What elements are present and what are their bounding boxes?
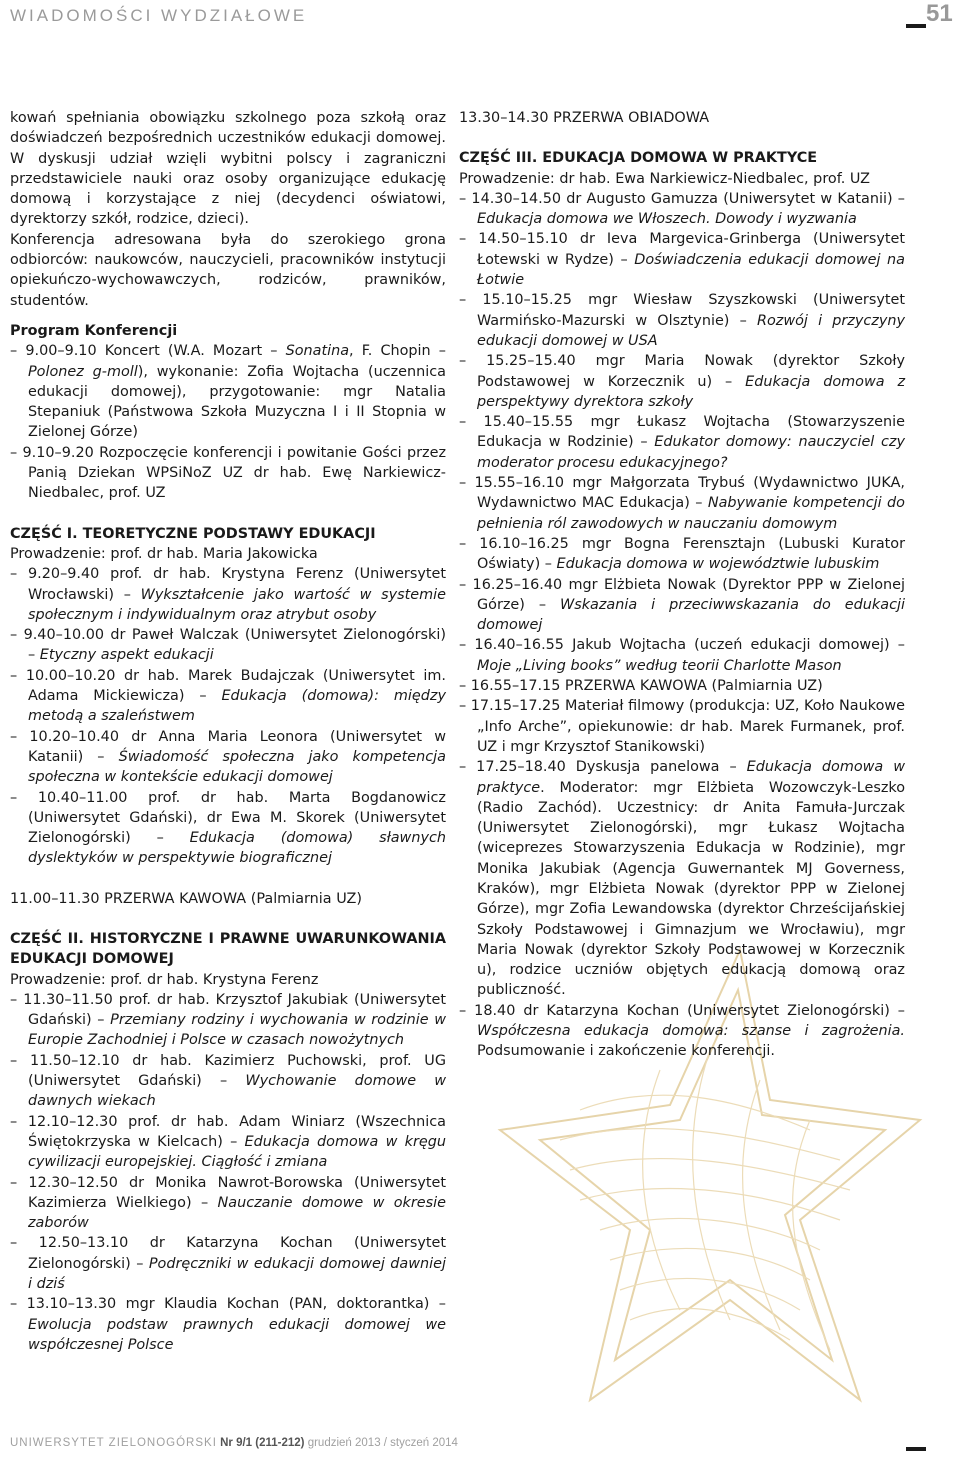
list-item: – 15.55–16.10 mgr Małgorzata Trybuś (Wydawnictwo JUKA, Wydawnictwo MAC Edukacja) – Nabywanie kompetencji do pełnienia ról zawodowych w nauczaniu domowym bbox=[459, 475, 905, 532]
list-item: – 15.10–15.25 mgr Wiesław Szyszkowski (Uniwersytet Warmińsko-Mazurski w Olsztynie) – Rozwój i przyczyny edukacji domowej w USA bbox=[459, 292, 905, 349]
section-1-heading: CZĘŚĆ I. TEORETYCZNE PODSTAWY EDUKACJI bbox=[10, 525, 376, 542]
list-item: – 14.30–14.50 dr Augusto Gamuzza (Uniwersytet w Katanii) – Edukacja domowa we Włoszech. Dowody i wyzwania bbox=[459, 190, 905, 228]
footer-issue: Nr 9/1 (211-212) bbox=[220, 1437, 305, 1449]
page-number: 51 bbox=[926, 0, 953, 27]
list-item: – 11.30–11.50 prof. dr hab. Krzysztof Jakubiak (Uniwersytet Gdański) – Przemiany rodziny i wychowania w rodzinie w Europie Zachodniej i Polsce w czasach nowożytnych bbox=[10, 991, 447, 1049]
list-item: – 17.15–17.25 Materiał filmowy (produkcja: UZ, Koło Naukowe „Info Arche”, opiekunowie: dr hab. Marek Furmanek, prof. UZ i mgr Krzysztof Stanikowski) bbox=[459, 698, 905, 755]
list-item: – 13.10–13.30 mgr Klaudia Kochan (PAN, doktorantka) – Ewolucja podstaw prawnych edukacji domowej we współczesnej Polsce bbox=[10, 1296, 446, 1353]
lunch-break: 13.30–14.30 PRZERWA OBIADOWA bbox=[459, 110, 710, 126]
list-item: – 12.50–13.10 dr Katarzyna Kochan (Uniwersytet Zielonogórski) – Podręczniki w edukacji domowej dawniej i dziś bbox=[10, 1235, 446, 1293]
list-item: – 10.00–10.20 dr hab. Marek Budajczak (Uniwersytet im. Adama Mickiewicza) – Edukacja (domowa): między metodą a szaleństwem bbox=[10, 667, 446, 725]
list-item: – 16.40–16.55 Jakub Wojtacha (uczeń edukacji domowej) – Moje „Living books” według teorii Charlotte Mason bbox=[459, 637, 905, 674]
program-item-opening: – 9.10–9.20 Rozpoczęcie konferencji i powitanie Gości przez Panią Dziekan WPSiNoZ UZ dr hab. Ewę Narkiewicz-Niedbalec, prof. UZ bbox=[10, 444, 446, 502]
list-item: – 10.20–10.40 dr Anna Maria Leonora (Uniwersytet w Katanii) – Świadomość społeczna jako kompetencja społeczna w kontekście edukacji domowej bbox=[10, 728, 447, 786]
list-item: – 18.40 dr Katarzyna Kochan (Uniwersytet Zielonogórski) – Współczesna edukacja domowa: szanse i zagrożenia. Podsumowanie i zakończenie konferencji. bbox=[459, 1002, 905, 1060]
section-1-chair: Prowadzenie: prof. dr hab. Maria Jakowicka bbox=[10, 545, 318, 562]
list-item: – 10.40–11.00 prof. dr hab. Marta Bogdanowicz (Uniwersytet Gdański), dr Ewa M. Skorek (Uniwersytet Zielonogórski) – Edukacja (domowa) sławnych dyslektyków w perspektywie biograficznej bbox=[10, 789, 446, 867]
left-column bbox=[10, 108, 446, 1355]
list-item: – 11.50–12.10 dr hab. Kazimierz Puchowski, prof. UG (Uniwersytet Gdański) – Wychowanie domowe w dawnych wiekach bbox=[10, 1052, 447, 1110]
intro-paragraph: kowań spełniania obowiązku szkolnego poza szkołą oraz doświadczeń bezpośrednich uczestników edukacji domowej. W dyskusji udział wzięli wybitni polscy i zagraniczni przedstawiciele nauki oraz osoby organizujące edukację domową i korzystające z niej (decydenci oświatowi, dyrektorzy szkół, rodzice, dzieci). bbox=[10, 110, 446, 228]
list-item: – 9.20–9.40 prof. dr hab. Krystyna Ferenz (Uniwersytet Wrocławski) – Wykształcenie jako wartość w systemie społecznym i indywidualnym oraz atrybut osoby bbox=[10, 566, 446, 623]
section-2-chair: Prowadzenie: prof. dr hab. Krystyna Ferenz bbox=[10, 971, 319, 988]
footer-rule bbox=[906, 1447, 926, 1451]
list-item: – 14.50–15.10 dr Ieva Margevica-Grinberga (Uniwersytet Łotewski w Rydze) – Doświadczenia edukacji domowej na Łotwie bbox=[459, 231, 905, 289]
program-item-concert: – 9.00–9.10 Koncert (W.A. Mozart – Sonatina, F. Chopin – Polonez g-moll), wykonanie: Zofia Wojtacha (uczennica edukacji domowej), przygotowanie: mgr Natalia Stepaniuk (Państwowa Szkoła Muzyczna I i II Stopnia w Zielonej Górze) bbox=[10, 343, 447, 441]
list-item: – 16.10–16.25 mgr Bogna Ferensztajn (Lubuski Kurator Oświaty) – Edukacja domowa w województwie lubuskim bbox=[459, 535, 905, 573]
section-3-chair: Prowadzenie: dr hab. Ewa Narkiewicz-Niedbalec, prof. UZ bbox=[459, 170, 871, 187]
list-item: – 15.40–15.55 mgr Łukasz Wojtacha (Stowarzyszenie Edukacja w Rodzinie) – Edukator domowy: nauczyciel czy moderator procesu edukacyjnego? bbox=[459, 414, 905, 471]
footer-date: grudzień 2013 / styczeń 2014 bbox=[307, 1437, 458, 1449]
coffee-break-1: 11.00–11.30 PRZERWA KAWOWA (Palmiarnia UZ) bbox=[10, 890, 362, 907]
list-item: – 12.30–12.50 dr Monika Nawrot-Borowska (Uniwersytet Kazimierza Wielkiego) – Nauczanie domowe w okresie zaborów bbox=[10, 1174, 446, 1232]
list-item: – 12.10–12.30 prof. dr hab. Adam Winiarz (Wszechnica Świętokrzyska w Kielcach) – Edukacja domowa w kręgu cywilizacji europejskiej. Ciągłość i zmiana bbox=[10, 1113, 446, 1171]
list-item: – 17.25–18.40 Dyskusja panelowa – Edukacja domowa w praktyce. Moderator: mgr Elżbieta Wozowczyk-Leszko (Radio Zachód). Uczestnicy: dr Anita Famuła-Jurczak (Uniwersytet Zielonogórski), mgr Łukasz Wojtacha (wiceprezes Stowarzyszenia Edukacja w Rodzinie), mgr Monika Jakubiak (Agencja Guwernantek MJ Governess, Kraków), mgr Elżbieta Nowak (dyrektor PPP w Zielonej Górze), mgr Zofia Lewandowska (dyrektor Chrześcijańskiej Szkoły Podstawowej i Gimnazjum we Wrocławiu), mgr Maria Nowak (dyrektor Szkoły Podstawowej w Korzecznik u), rodzice uczniów objętych edukacją domową oraz publiczność. bbox=[459, 759, 905, 999]
section-title: WIADOMOŚCI WYDZIAŁOWE bbox=[10, 6, 308, 25]
program-heading: Program Konferencji bbox=[10, 322, 178, 339]
section-2-heading: CZĘŚĆ II. HISTORYCZNE I PRAWNE UWARUNKOWANIA EDUKACJI DOMOWEJ bbox=[10, 930, 446, 968]
list-item: – 15.25–15.40 mgr Maria Nowak (dyrektor Szkoły Podstawowej w Korzecznik u) – Edukacja domowa z perspektywy dyrektora szkoły bbox=[459, 353, 905, 410]
header-rule bbox=[906, 24, 926, 28]
list-item: – 16.25–16.40 mgr Elżbieta Nowak (Dyrektor PPP w Zielonej Górze) – Wskazania i przeciwwskazania do edukacji domowej bbox=[459, 576, 905, 634]
intro-paragraph-audience: Konferencja adresowana była do szerokiego grona odbiorców: naukowców, nauczycieli, pracowników instytucji opiekuńczo-wychowawczych, rodziców, prawników, studentów. bbox=[10, 231, 446, 309]
footer-institution: UNIWERSYTET ZIELONOGÓRSKI bbox=[10, 1437, 217, 1449]
page-footer bbox=[10, 1437, 458, 1449]
list-item: – 9.40–10.00 dr Paweł Walczak (Uniwersytet Zielonogórski) – Etyczny aspekt edukacji bbox=[10, 627, 446, 664]
right-column bbox=[459, 108, 905, 1062]
section-3-heading: CZĘŚĆ III. EDUKACJA DOMOWA W PRAKTYCE bbox=[459, 150, 818, 167]
list-item: – 16.55–17.15 PRZERWA KAWOWA (Palmiarnia UZ) bbox=[459, 678, 823, 695]
